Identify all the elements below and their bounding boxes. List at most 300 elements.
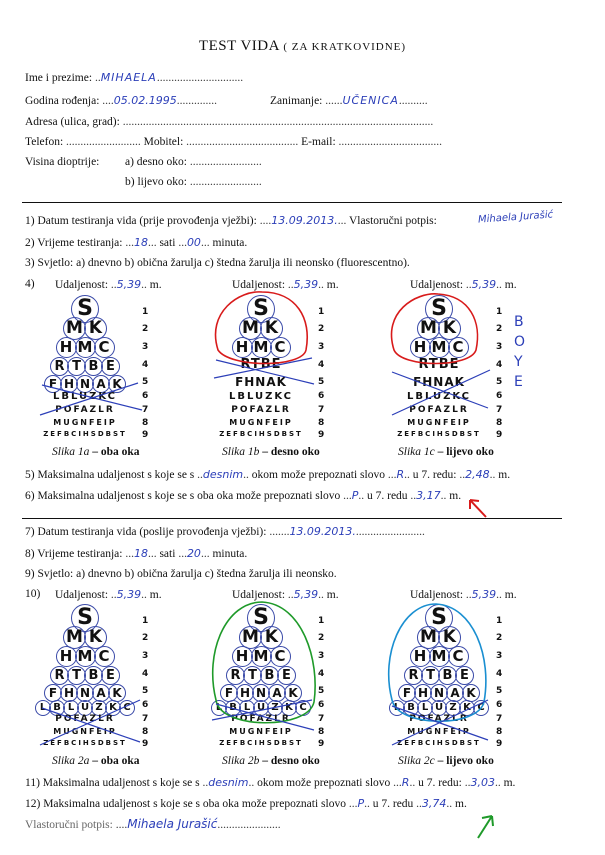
q6-unit: m.: [449, 490, 462, 502]
chart-row-number: 8: [318, 727, 325, 737]
chart-letter: K: [105, 700, 121, 716]
caption-1c: Slika 1c – lijevo oko: [398, 446, 494, 458]
chart-letter: K: [459, 700, 475, 716]
chart-row-4: RTBE: [418, 357, 460, 372]
page-title: [0, 38, 605, 55]
chart-letter: L: [417, 700, 433, 716]
chart-row-number: 5: [318, 686, 325, 696]
birth-row: Godina rođenja: ....05.02.1995..............: [25, 94, 218, 107]
chart-letter: E: [277, 666, 296, 685]
signature-label: Vlastoručni potpis:: [25, 819, 113, 831]
chart-letter: S: [425, 295, 453, 323]
chart-letter: H: [60, 684, 78, 702]
chart-letter: L: [35, 700, 51, 716]
q1-signature: Mihaela Jurašić: [477, 209, 554, 226]
dist3-unit: m.: [504, 279, 517, 291]
chart-row-3: [30, 646, 140, 667]
chart-letter: M: [239, 317, 262, 340]
signature-field[interactable]: Mihaela Jurašić: [127, 817, 218, 831]
chart-row-4: [384, 666, 494, 685]
contact-row: [25, 136, 442, 148]
chart-row-number: 9: [318, 739, 325, 749]
divider-middle: [22, 518, 562, 519]
chart-row-number: 5: [318, 377, 325, 387]
chart-row-number: 7: [142, 405, 149, 415]
chart-row-number: 8: [496, 418, 503, 428]
mobile-field[interactable]: .......................................: [186, 136, 299, 148]
q8-row: 8) Vrijeme testiranja: ...18... sati ...20... minuta.: [25, 547, 248, 560]
chart-letter: L: [389, 700, 405, 716]
q8-hours-unit: sati: [159, 548, 176, 560]
chart-letter: M: [239, 626, 262, 649]
chart-row-number: 3: [318, 342, 325, 352]
chart-row-number: 8: [496, 727, 503, 737]
q12-label: 12) Maksimalna udaljenost s koje se s oba oka može prepoznati slovo: [25, 798, 346, 810]
chart-row-number: 6: [496, 391, 503, 401]
dist2-label: Udaljenost:: [232, 279, 286, 291]
chart-letter: F: [398, 684, 416, 702]
chart-letter: K: [462, 684, 480, 702]
chart-letter: M: [63, 317, 86, 340]
mobile-label: Mobitel:: [143, 136, 184, 148]
job-field[interactable]: UČENICA: [342, 94, 399, 107]
chart-letter: S: [247, 295, 275, 323]
chart-letter: M: [63, 626, 86, 649]
right-eye-label: a) desno oko:: [125, 156, 187, 168]
chart-letter: U: [431, 700, 447, 716]
chart-letter: M: [75, 646, 96, 667]
chart-letter: F: [44, 684, 62, 702]
chart-letter: M: [251, 646, 272, 667]
q7-row: 7) Datum testiranja vida (poslije provođenja vježbi): .......13.09.2013.........................: [25, 525, 425, 538]
chart-letter: C: [270, 646, 291, 667]
chart-letter: K: [284, 684, 302, 702]
q2-minutes-unit: minuta.: [212, 237, 248, 249]
chart-row-number: 7: [318, 714, 325, 724]
title-main: TEST VIDA: [198, 38, 280, 54]
chart-letter: S: [425, 604, 453, 632]
eye-chart-1b: [206, 295, 366, 445]
chart-row-7: POFAZLR: [55, 714, 115, 724]
signature-row: Vlastoručni potpis: ....Mihaela Jurašić......................: [25, 817, 281, 831]
chart-letter: B: [84, 666, 103, 685]
right-eye-field[interactable]: .........................: [189, 156, 262, 168]
chart-row-number: 5: [496, 686, 503, 696]
chart-row-4: RTBE: [240, 357, 282, 372]
chart-letter: M: [251, 337, 272, 358]
phone-field[interactable]: ..........................: [66, 136, 141, 148]
chart-row-7: POFAZLR: [55, 405, 115, 415]
chart-letter: H: [236, 684, 254, 702]
chart-row-3: [206, 337, 316, 358]
chart-letter: U: [77, 700, 93, 716]
chart-row-number: 3: [142, 651, 149, 661]
chart-row-number: 6: [142, 700, 149, 710]
chart-letter: E: [101, 666, 120, 685]
q7-label: 7) Datum testiranja vida (poslije provođenja vježbi):: [25, 526, 267, 538]
left-eye-row: [125, 176, 262, 188]
q11-value-field[interactable]: 3,03: [470, 776, 495, 789]
caption-1b: Slika 1b – desno oko: [222, 446, 320, 458]
q2-minutes-field[interactable]: 00: [186, 236, 201, 249]
chart-letter: H: [56, 646, 77, 667]
chart-letter: H: [410, 646, 431, 667]
chart-row-number: 4: [318, 360, 325, 370]
side-note-3: Y: [514, 354, 523, 370]
chart-row-number: 2: [318, 324, 325, 334]
chart-row-number: 2: [142, 324, 149, 334]
chart-letter: C: [473, 700, 489, 716]
dist3-label: Udaljenost:: [410, 279, 464, 291]
chart-letter: K: [108, 684, 126, 702]
chart-letter: M: [417, 317, 440, 340]
chart-row-3: [206, 646, 316, 667]
chart-row-6: LBLUZKC: [228, 391, 294, 402]
chart-row-number: 8: [142, 418, 149, 428]
chart-letter: K: [438, 626, 461, 649]
q5-label: 5) Maksimalna udaljenost s koje se s: [25, 469, 195, 481]
dist1-field[interactable]: 5,39: [116, 278, 142, 291]
q8-minutes-field[interactable]: 20: [186, 547, 201, 560]
chart-row-7: POFAZLR: [409, 405, 469, 415]
chart-letter: N: [76, 375, 94, 393]
chart-row-7: POFAZLR: [409, 714, 469, 724]
chart-row-number: 1: [496, 616, 503, 626]
dist4-row: Udaljenost: ..5,39.. m.: [55, 588, 162, 601]
chart-letter: K: [260, 317, 283, 340]
chart-row-number: 7: [496, 714, 503, 724]
name-field[interactable]: MIHAELA: [100, 71, 157, 84]
red-arrow: [470, 500, 486, 517]
chart-row-8: MUGNFEIP: [407, 418, 471, 427]
q1-row: 1) Datum testiranja vida (prije provođenja vježbi): ....13.09.2013.... Vlastoručni potpis:: [25, 214, 437, 227]
right-eye-row: [125, 156, 262, 168]
q5-label-b: okom može prepoznati slovo: [251, 469, 385, 481]
chart-row-number: 8: [142, 727, 149, 737]
chart-letter: L: [239, 700, 255, 716]
left-eye-field[interactable]: .........................: [189, 176, 262, 188]
chart-letter: K: [108, 375, 126, 393]
chart-letter: E: [101, 357, 120, 376]
q5-value-field[interactable]: 2,48: [465, 468, 490, 481]
name-row: Ime i prezime: ..MIHAELA..............................: [25, 71, 244, 84]
chart-row-4: [206, 666, 316, 685]
dist2-field[interactable]: 5,39: [293, 278, 319, 291]
chart-row-number: 9: [142, 430, 149, 440]
chart-letter: U: [253, 700, 269, 716]
eye-chart-2b: [206, 604, 366, 754]
dist2-unit: m.: [326, 279, 339, 291]
q5-unit: m.: [498, 469, 511, 481]
chart-row-6: LBLUZKC: [406, 391, 472, 402]
job-label: Zanimanje:: [270, 95, 323, 107]
dist6-field[interactable]: 5,39: [471, 588, 497, 601]
chart-letter: R: [404, 666, 423, 685]
chart-letter: T: [67, 666, 86, 685]
q5-eye-field[interactable]: desnim: [202, 468, 244, 481]
chart-letter: C: [295, 700, 311, 716]
chart-letter: N: [252, 684, 270, 702]
q4-num: 4): [25, 278, 35, 290]
chart-letter: B: [84, 357, 103, 376]
dist3-row: Udaljenost: ..5,39.. m.: [410, 278, 517, 291]
q5-letter-field[interactable]: R: [396, 468, 405, 481]
chart-row-number: 4: [142, 669, 149, 679]
chart-letter: A: [92, 375, 110, 393]
dist4-unit: m.: [149, 589, 162, 601]
q2-row: 2) Vrijeme testiranja: ...18... sati ...00... minuta.: [25, 236, 248, 249]
q3-row: 3) Svjetlo: a) dnevno b) obična žarulja c) štedna žarulja ili neonsko (fluorescentno).: [25, 257, 410, 269]
q12-unit: m.: [455, 798, 467, 810]
chart-row-9: ZEFBCIHSDBST: [397, 739, 481, 747]
chart-row-number: 9: [496, 739, 503, 749]
chart-row-number: 9: [496, 430, 503, 440]
q11-unit: m.: [503, 777, 516, 789]
dist4-field[interactable]: 5,39: [116, 588, 142, 601]
email-label: E-mail:: [301, 136, 336, 148]
chart-letter: M: [429, 646, 450, 667]
q5-row: 5) Maksimalna udaljenost s koje se s ..desnim.. okom može prepoznati slovo ...R.. u 7. redu: ..2,48.. m.: [25, 468, 511, 481]
q8-hours-field[interactable]: 18: [133, 547, 148, 560]
chart-letter: A: [446, 684, 464, 702]
q6-row: 6) Maksimalna udaljenost s koje se s oba oka može prepoznati slovo ...P.. u 7. redu ..3,17.. m.: [25, 489, 462, 502]
chart-row-4: [30, 357, 140, 376]
dist4-label: Udaljenost:: [55, 589, 109, 601]
chart-row-number: 3: [496, 342, 503, 352]
birth-field[interactable]: 05.02.1995: [113, 94, 177, 107]
chart-letter: C: [270, 337, 291, 358]
chart-row-number: 1: [318, 616, 325, 626]
chart-letter: T: [421, 666, 440, 685]
chart-letter: Z: [267, 700, 283, 716]
divider-top: [22, 202, 562, 203]
chart-letter: H: [232, 646, 253, 667]
caption-1a: Slika 1a – oba oka: [52, 446, 140, 458]
chart-row-3: [384, 337, 494, 358]
chart-letter: Z: [445, 700, 461, 716]
side-note: [514, 312, 528, 392]
caption-2b: Slika 2b – desno oko: [222, 755, 320, 767]
q12-value-field[interactable]: 3,74: [421, 797, 447, 810]
q11-label-c: u 7. redu:: [418, 777, 462, 789]
chart-letter: C: [448, 337, 469, 358]
chart-row-9: ZEFBCIHSDBST: [43, 739, 127, 747]
chart-letter: S: [71, 604, 99, 632]
chart-row-number: 4: [142, 360, 149, 370]
address-field[interactable]: ............................................................................................................: [122, 116, 434, 128]
chart-row-number: 6: [318, 391, 325, 401]
chart-row-number: 3: [142, 342, 149, 352]
chart-row-number: 4: [496, 360, 503, 370]
chart-row-number: 6: [142, 391, 149, 401]
q11-label-b: okom može prepoznati slovo: [257, 777, 391, 789]
chart-row-8: MUGNFEIP: [53, 727, 117, 736]
chart-row-number: 3: [496, 651, 503, 661]
chart-letter: T: [67, 357, 86, 376]
chart-letter: N: [430, 684, 448, 702]
chart-row-number: 1: [318, 307, 325, 317]
dist1-row: Udaljenost: ..5,39.. m.: [55, 278, 162, 291]
chart-letter: A: [92, 684, 110, 702]
chart-letter: Z: [91, 700, 107, 716]
q11-row: 11) Maksimalna udaljenost s koje se s ..desnim.. okom može prepoznati slovo ...R.. u 7. redu: ..3,03.. m.: [25, 776, 516, 789]
birth-label: Godina rođenja:: [25, 95, 100, 107]
chart-letter: C: [119, 700, 135, 716]
q5-label-c: u 7. redu:: [412, 469, 457, 481]
dist5-unit: m.: [326, 589, 339, 601]
green-arrow: [478, 816, 493, 838]
side-note-4: E: [514, 374, 523, 390]
phone-label: Telefon:: [25, 136, 64, 148]
chart-row-9: ZEFBCIHSDBST: [219, 739, 303, 747]
chart-letter: A: [268, 684, 286, 702]
dist2-row: Udaljenost: ..5,39.. m.: [232, 278, 339, 291]
chart-row-number: 2: [496, 324, 503, 334]
chart-letter: L: [63, 700, 79, 716]
chart-letter: K: [438, 317, 461, 340]
q8-label: 8) Vrijeme testiranja:: [25, 548, 123, 560]
chart-row-number: 3: [318, 651, 325, 661]
dist1-unit: m.: [149, 279, 162, 291]
q1-label: 1) Datum testiranja vida (prije provođenja vježbi):: [25, 215, 257, 227]
chart-row-number: 7: [142, 714, 149, 724]
chart-row-number: 1: [142, 307, 149, 317]
dist3-field[interactable]: 5,39: [471, 278, 497, 291]
chart-letter: K: [260, 626, 283, 649]
chart-letter: F: [220, 684, 238, 702]
q11-letter-field[interactable]: R: [401, 776, 410, 789]
dist5-field[interactable]: 5,39: [293, 588, 319, 601]
q2-hours-unit: sati: [159, 237, 176, 249]
side-note-1: B: [514, 314, 524, 330]
chart-row-5: FHNAK: [235, 375, 287, 389]
q6-label: 6) Maksimalna udaljenost s koje se s oba oka može prepoznati slovo: [25, 490, 341, 502]
chart-letter: K: [84, 626, 107, 649]
chart-row-number: 1: [496, 307, 503, 317]
chart-letter: M: [75, 337, 96, 358]
chart-letter: M: [417, 626, 440, 649]
chart-row-8: MUGNFEIP: [229, 727, 293, 736]
chart-row-4: [30, 666, 140, 685]
chart-row-number: 2: [318, 633, 325, 643]
chart-row-7: POFAZLR: [231, 714, 291, 724]
job-row: Zanimanje: ......UČENICA..........: [270, 94, 428, 107]
chart-row-8: MUGNFEIP: [229, 418, 293, 427]
chart-letter: C: [94, 646, 115, 667]
q11-eye-field[interactable]: desnim: [208, 776, 249, 789]
chart-row-number: 2: [142, 633, 149, 643]
address-row: [25, 116, 433, 128]
chart-letter: M: [429, 337, 450, 358]
dist6-label: Udaljenost:: [410, 589, 464, 601]
chart-row-3: [30, 337, 140, 358]
chart-row-8: MUGNFEIP: [407, 727, 471, 736]
q2-label: 2) Vrijeme testiranja:: [25, 237, 123, 249]
side-note-2: O: [514, 334, 526, 350]
chart-letter: H: [414, 684, 432, 702]
chart-row-number: 9: [318, 430, 325, 440]
chart-row-number: 6: [318, 700, 325, 710]
chart-letter: B: [403, 700, 419, 716]
title-sub: ( ZA KRATKOVIDNE): [283, 41, 407, 53]
chart-letter: R: [226, 666, 245, 685]
chart-letter: B: [49, 700, 65, 716]
q7-date-field[interactable]: 13.09.2013.: [289, 525, 356, 538]
chart-letter: E: [455, 666, 474, 685]
chart-row-9: ZEFBCIHSDBST: [43, 430, 127, 438]
address-label: Adresa (ulica, grad):: [25, 116, 120, 128]
chart-letter: K: [84, 317, 107, 340]
chart-row-8: MUGNFEIP: [53, 418, 117, 427]
chart-row-number: 4: [318, 669, 325, 679]
chart-row-6: LBLUZKC: [52, 391, 118, 402]
q12-label-b: u 7. redu: [372, 798, 414, 810]
q9-row: 9) Svjetlo: a) dnevno b) obična žarulja c) štedna žarulja ili neonsko.: [25, 568, 337, 580]
dioptre-label: Visina dioptrije:: [25, 156, 100, 168]
chart-letter: B: [438, 666, 457, 685]
q11-label: 11) Maksimalna udaljenost s koje se s: [25, 777, 200, 789]
q10-num: 10): [25, 588, 41, 600]
caption-2a: Slika 2a – oba oka: [52, 755, 140, 767]
chart-letter: L: [211, 700, 227, 716]
dist6-unit: m.: [504, 589, 517, 601]
q12-row: 12) Maksimalna udaljenost s koje se s oba oka može prepoznati slovo ...P.. u 7. redu ..3,74.. m.: [25, 797, 467, 810]
name-label: Ime i prezime:: [25, 72, 93, 84]
q12-letter-field[interactable]: P: [357, 797, 365, 810]
chart-row-number: 4: [496, 669, 503, 679]
chart-row-number: 6: [496, 700, 503, 710]
chart-letter: K: [281, 700, 297, 716]
dist1-label: Udaljenost:: [55, 279, 109, 291]
chart-letter: H: [410, 337, 431, 358]
eye-chart-2a: [30, 604, 190, 754]
chart-letter: C: [94, 337, 115, 358]
chart-letter: R: [50, 357, 69, 376]
chart-row-number: 1: [142, 616, 149, 626]
chart-row-number: 7: [496, 405, 503, 415]
q1-date-field[interactable]: 13.09.2013.: [271, 214, 338, 227]
chart-row-number: 5: [142, 686, 149, 696]
chart-row-5: FHNAK: [413, 375, 465, 389]
q2-hours-field[interactable]: 18: [133, 236, 148, 249]
q8-minutes-unit: minuta.: [212, 548, 248, 560]
chart-letter: B: [260, 666, 279, 685]
q6-letter-field[interactable]: P: [351, 489, 359, 502]
dist6-row: Udaljenost: ..5,39.. m.: [410, 588, 517, 601]
left-eye-label: b) lijevo oko:: [125, 176, 187, 188]
chart-row-number: 2: [496, 633, 503, 643]
chart-row-number: 5: [496, 377, 503, 387]
chart-letter: H: [232, 337, 253, 358]
chart-row-number: 7: [318, 405, 325, 415]
chart-row-9: ZEFBCIHSDBST: [397, 430, 481, 438]
chart-row-7: POFAZLR: [231, 405, 291, 415]
chart-letter: H: [56, 337, 77, 358]
chart-row-9: ZEFBCIHSDBST: [219, 430, 303, 438]
chart-letter: C: [448, 646, 469, 667]
eye-chart-1a: [30, 295, 190, 445]
q6-label-b: u 7. redu: [366, 490, 408, 502]
caption-2c: Slika 2c – lijevo oko: [398, 755, 494, 767]
chart-row-number: 9: [142, 739, 149, 749]
chart-letter: N: [76, 684, 94, 702]
chart-letter: R: [50, 666, 69, 685]
chart-letter: B: [225, 700, 241, 716]
chart-row-number: 8: [318, 418, 325, 428]
q6-value-field[interactable]: 3,17: [416, 489, 441, 502]
email-field[interactable]: ....................................: [338, 136, 443, 148]
chart-letter: S: [247, 604, 275, 632]
